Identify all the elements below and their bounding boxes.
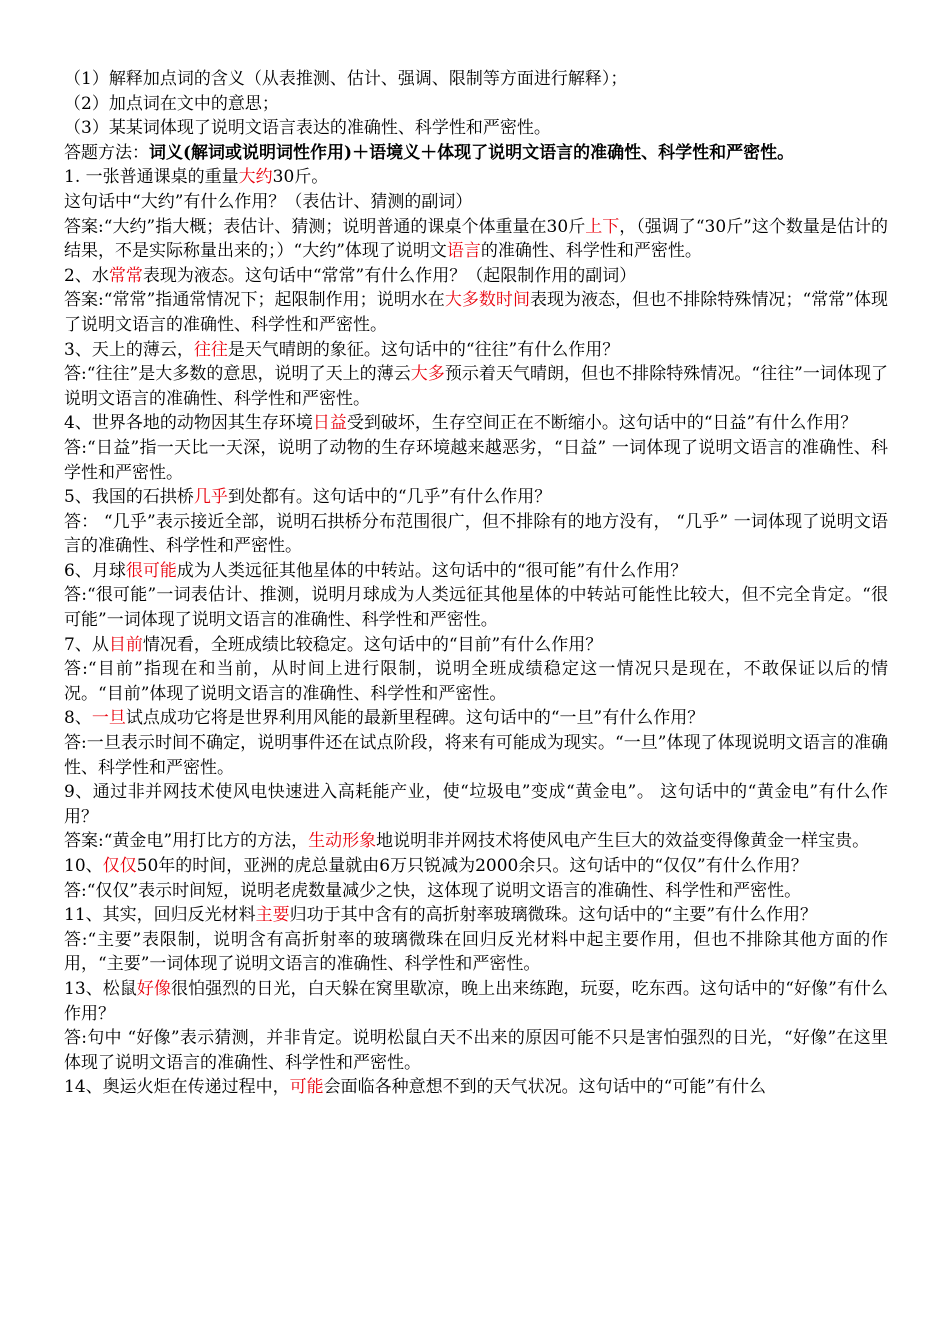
text-run: 答案:“大约”指大概；表估计、猜测；说明普通的课桌个体重量在30斤 (64, 216, 586, 237)
text-run: 地说明非并网技术将使风电产生巨大的效益变得像黄金一样宝贵。 (376, 831, 870, 852)
answer-1 (64, 215, 888, 264)
question-6 (64, 559, 888, 584)
text-run: 50年的时间，亚洲的虎总量就由6万只锐减为2000余只。这句话中的“仅仅”有什么作用？ (136, 856, 808, 876)
text-run: 3、天上的薄云， (64, 339, 194, 360)
text-run: 答案:“黄金电”用打比方的方法， (64, 831, 309, 852)
question-1 (64, 190, 888, 215)
text-run: 的准确性、科学性和严密性。 (480, 241, 702, 262)
answer-method-text: 词义(解词或说明词性作用)＋语境义＋体现了说明文语言的准确性、科学性和严密性。 (149, 142, 795, 163)
question-2 (64, 264, 888, 289)
intro-point-3: （3）某某词体现了说明文语言表达的准确性、科学性和严密性。 (64, 118, 551, 139)
text-run: 答:一旦表示时间不确定，说明事件还在试点阶段，将来有可能成为现实。“一旦”体现了体现说明文语言的准确性、科学性和严密性。 (64, 733, 888, 778)
answer-3 (64, 362, 888, 411)
text-run: 5、我国的石拱桥 (64, 487, 194, 508)
highlighted-word: 常常 (108, 265, 143, 286)
text-run: 答:“日益”指一天比一天深，说明了动物的生存环境越来越恶劣，“日益” 一词体现了说明文语言的准确性、科学性和严密性。 (64, 437, 888, 483)
text-run: 30斤。 (272, 167, 329, 188)
text-run: 情况看，全班成绩比较稳定。这句话中的“目前”有什么作用？ (142, 634, 603, 655)
text-run: 会面临各种意想不到的天气状况。这句话中的“可能”有什么 (323, 1077, 767, 1098)
question-13 (64, 977, 888, 1026)
answer-11 (64, 928, 888, 977)
question-9 (64, 780, 888, 829)
text-run: 答:“主要”表限制，说明含有高折射率的玻璃微珠在回归反光材料中起主要作用，但也不排除其他方面的作用，“主要”一词体现了说明文语言的准确性、科学性和严密性。 (64, 929, 888, 975)
answer-13 (64, 1026, 888, 1075)
highlighted-word: 几乎 (193, 487, 228, 508)
text-run: 表现为液态。这句话中“常常”有什么作用？（起限制作用的副词） (142, 265, 637, 286)
text-run: 11、其实，回归反光材料 (64, 905, 256, 926)
answer-10 (64, 879, 888, 904)
intro-point-1: （1）解释加点词的含义（从表推测、估计、强调、限制等方面进行解释）； (64, 69, 628, 89)
highlighted-word: 大多数时间 (444, 290, 530, 311)
text-run: 9、通过非并网技术使风电快速进入高耗能产业，使“垃圾电”变成“黄金电”。 这句话中的“黄金电”有什么作用？ (64, 782, 888, 827)
text-run: 这句话中“大约”有什么作用？（表估计、猜测的副词） (64, 191, 473, 212)
text-run: 答:“仅仅”表示时间短，说明老虎数量减少之快，这体现了说明文语言的准确性、科学性和严密性。 (64, 880, 802, 901)
text-run: 答:“往往”是大多数的意思，说明了天上的薄云 (64, 364, 411, 385)
text-run: 归功于其中含有的高折射率玻璃微珠。这句话中的“主要”有什么作用？ (289, 905, 818, 926)
text-run: 答:句中 “好像”表示猜测，并非肯定。说明松鼠白天不出来的原因可能不只是害怕强烈的日光，“好像”在这里体现了说明文语言的准确性、科学性和严密性。 (64, 1028, 888, 1073)
question-10 (64, 854, 888, 879)
text-run: 10、 (64, 856, 103, 876)
answer-method-label: 答题方法： (64, 142, 149, 163)
answer-method (64, 141, 888, 166)
answer-8 (64, 731, 888, 780)
text-run: 答:“很可能”一词表估计、推测，说明月球成为人类远征其他星体的中转站可能性比较大，但不完全肯定。“很可能”一词体现了说明文语言的准确性、科学性和严密性。 (64, 585, 888, 631)
question-7 (64, 633, 888, 658)
text-run: 受到破坏，生存空间正在不断缩小。这句话中的“日益”有什么作用？ (346, 413, 858, 434)
text-run: 到处都有。这句话中的“几乎”有什么作用？ (227, 487, 552, 508)
highlighted-word: 仅仅 (102, 856, 137, 876)
question-4 (64, 411, 888, 436)
highlighted-word: 目前 (108, 634, 143, 655)
text-run: 2、水 (64, 265, 109, 286)
highlighted-word: 上下 (585, 216, 620, 237)
question-14 (64, 1075, 888, 1100)
text-run: 成为人类远征其他星体的中转站。这句话中的“很可能”有什么作用？ (176, 560, 688, 581)
text-run: 14、奥运火炬在传递过程中， (64, 1077, 290, 1098)
text-run: 很怕强烈的日光，白天躲在窝里歇凉，晚上出来练跑，玩耍，吃东西。这句话中的“好像”有什么作用？ (64, 978, 888, 1024)
intro-point-2: （2）加点词在文中的意思； (64, 93, 279, 114)
highlighted-word: 可能 (289, 1077, 324, 1098)
question-list (64, 165, 888, 1100)
answer-7 (64, 657, 888, 706)
answer-4 (64, 436, 888, 485)
text-run: 是天气晴朗的象征。这句话中的“往往”有什么作用？ (227, 339, 620, 360)
highlighted-word: 很可能 (125, 560, 177, 581)
text-run: 表现为液态，但也不排除特殊情况；“常常”体现了说明文语言的准确性、科学性和严密性。 (64, 290, 888, 335)
text-run: 8、 (64, 708, 92, 729)
question-8 (64, 706, 888, 731)
highlighted-word: 往往 (193, 339, 228, 360)
text-run: 1. 一张普通课桌的重量 (64, 167, 239, 188)
highlighted-word: 主要 (255, 905, 290, 926)
highlighted-word: 大多 (410, 364, 445, 385)
text-run: 13、松鼠 (64, 978, 137, 999)
answer-5 (64, 510, 888, 559)
highlighted-word: 好像 (136, 978, 172, 999)
highlighted-word: 一旦 (91, 708, 126, 729)
text-run: 预示着天气晴朗，但也不排除特殊情况。“往往”一词体现了说明文语言的准确性、科学性和严密性。 (64, 364, 889, 409)
text-run: 7、从 (64, 634, 109, 655)
highlighted-word: 生动形象 (308, 831, 377, 852)
question-5 (64, 485, 888, 510)
question-11 (64, 903, 888, 928)
text-run: 4、世界各地的动物因其生存环境 (64, 413, 313, 434)
highlighted-word: 日益 (312, 413, 347, 434)
question-3 (64, 338, 888, 363)
answer-6 (64, 583, 888, 632)
text-run: 答:“目前”指现在和当前，从时间上进行限制，说明全班成绩稳定这一情况只是现在，不敢保证以后的情况。“目前”体现了说明文语言的准确性、科学性和严密性。 (64, 659, 888, 704)
text-run: 6、月球 (64, 560, 126, 581)
highlighted-word: 大约 (238, 167, 273, 188)
question-1 (64, 165, 888, 190)
text-run: 答： “几乎”表示接近全部，说明石拱桥分布范围很广，但不排除有的地方没有， “几乎” 一词体现了说明文语言的准确性、科学性和严密性。 (64, 511, 888, 557)
text-run: 答案:“常常”指通常情况下；起限制作用；说明水在 (64, 290, 445, 311)
answer-2 (64, 288, 888, 337)
text-run: ，（强调了“30斤”这个数量是估计的结果，不是实际称量出来的；）“大约”体现了说明文 (64, 216, 888, 262)
answer-9 (64, 829, 888, 854)
text-run: 试点成功它将是世界利用风能的最新里程碑。这句话中的“一旦”有什么作用？ (125, 708, 705, 729)
highlighted-word: 语言 (446, 241, 481, 262)
